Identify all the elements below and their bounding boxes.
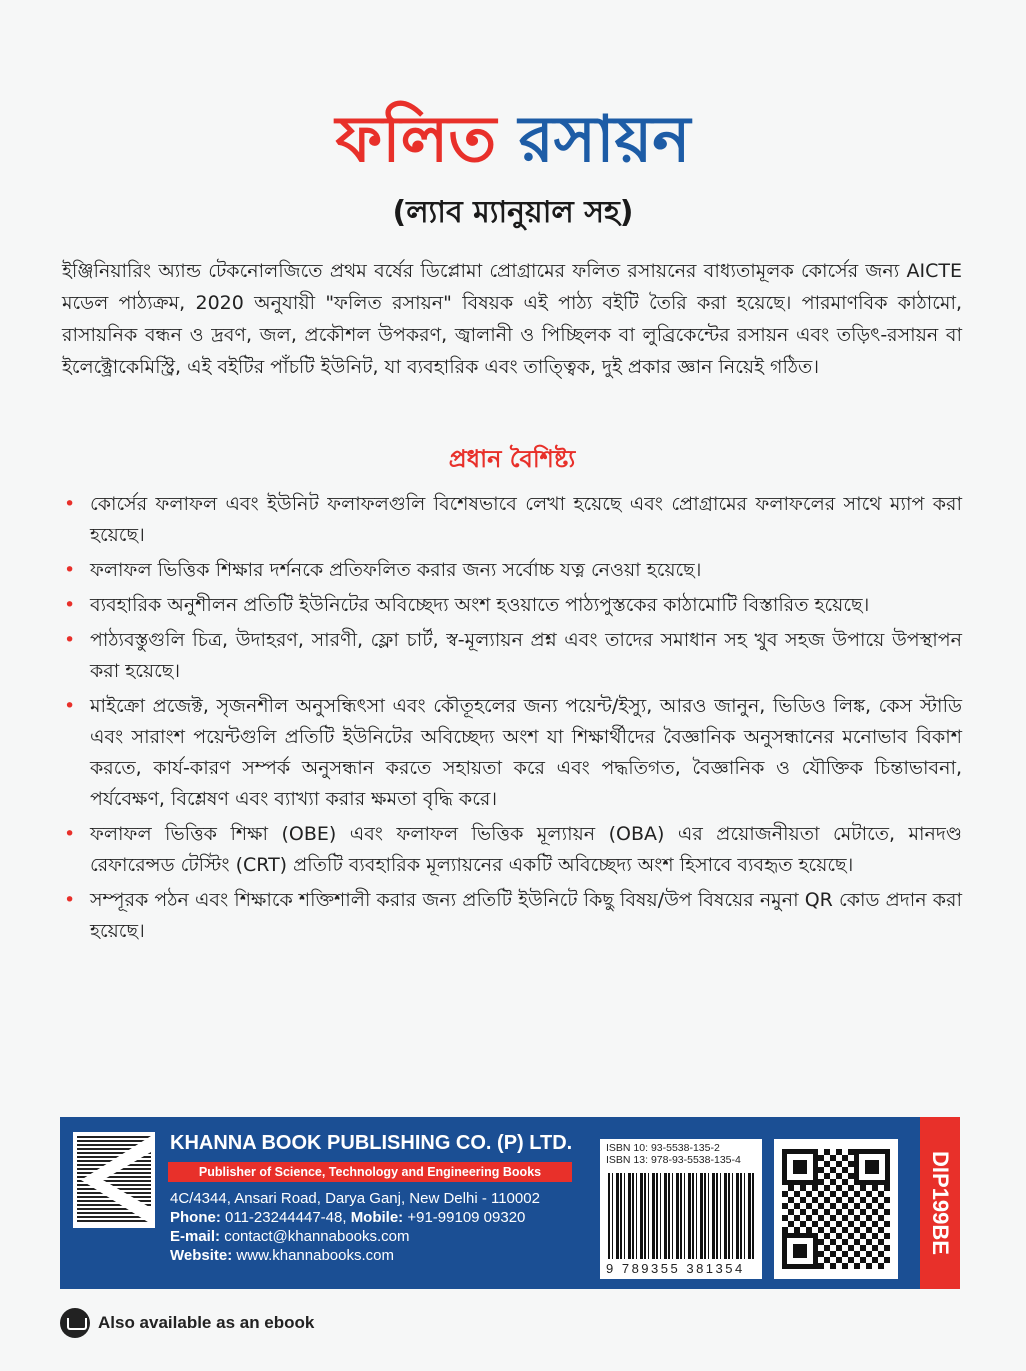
feature-item bbox=[62, 625, 962, 687]
barcode-number: 9 789355 381354 bbox=[606, 1261, 756, 1277]
feature-text: সম্পূরক পঠন এবং শিক্ষাকে শক্তিশালী করার জন্য প্রতিটি ইউনিটে কিছু বিষয়/উপ বিষয়ের নমুনা QR কোড প্রদান করা হয়েছে। bbox=[90, 889, 962, 942]
feature-item bbox=[62, 555, 962, 586]
features-list bbox=[62, 489, 962, 947]
feature-text: মাইক্রো প্রজেক্ট, সৃজনশীল অনুসন্ধিৎসা এবং কৌতূহলের জন্য পয়েন্ট/ইস্যু, আরও জানুন, ভিডিও লিঙ্ক, কেস স্টাডি এবং সারাংশ পয়েন্টগুলি প্রতিটি ইউনিটের অবিচ্ছেদ্য অংশ যা শিক্ষার্থীদের বৈজ্ঞানিক অনুসন্ধানের মনোভাব বিকাশ করতে, কার্য-কারণ সম্পর্ক অনুসন্ধান করতে সহায়তা করে এবং পদ্ধতিগত, বৈজ্ঞানিক ও যৌক্তিক চিন্তাভাবনা, পর্যবেক্ষণ, বিশ্লেষণ এবং ব্যাখ্যা করার ক্ষমতা বৃদ্ধি করে। bbox=[90, 695, 962, 810]
feature-item bbox=[62, 885, 962, 947]
ebook-text: Also available as an ebook bbox=[98, 1313, 315, 1332]
phone: 011-23244447-48, bbox=[225, 1209, 347, 1226]
ebook-icon bbox=[60, 1308, 90, 1338]
address: 4C/4344, Ansari Road, Darya Ganj, New Delhi - 110002 bbox=[170, 1190, 540, 1207]
bullet-icon: • bbox=[64, 629, 76, 651]
website-label: Website: bbox=[170, 1247, 233, 1264]
publisher-name: KHANNA BOOK PUBLISHING CO. (P) LTD. bbox=[170, 1132, 573, 1154]
bullet-icon: • bbox=[64, 823, 76, 845]
bullet-icon: • bbox=[64, 559, 76, 581]
feature-text: ব্যবহারিক অনুশীলন প্রতিটি ইউনিটের অবিচ্ছেদ্য অংশ হওয়াতে পাঠ্যপুস্তকের কাঠামোটি বিস্তারিত হয়েছে। bbox=[90, 594, 870, 616]
mobile-label: Mobile: bbox=[350, 1209, 404, 1226]
bullet-icon: • bbox=[64, 695, 76, 717]
title-part-2: রসায়ন bbox=[518, 103, 691, 177]
intro-paragraph: ইঞ্জিনিয়ারিং অ্যান্ড টেকনোলজিতে প্রথম বর্ষের ডিপ্লোমা প্রোগ্রামের ফলিত রসায়নের বাধ্যতামূলক কোর্সের জন্য AICTE মডেল পাঠ্যক্রম, 2020 অনুযায়ী "ফলিত রসায়ন" বিষয়ক এই পাঠ্য বইটি তৈরি করা হয়েছে। পারমাণবিক কাঠামো, রাসায়নিক বন্ধন ও দ্রবণ, জল, প্রকৌশল উপকরণ, জ্বালানী ও পিচ্ছিলক বা লুব্রিকেন্টের রসায়ন এবং তড়িৎ-রসায়ন বা ইলেক্ট্রোকেমিস্ট্রি, এই বইটির পাঁচটি ইউনিট, যা ব্যবহারিক এবং তাত্ত্বিক, দুই প্রকার জ্ঞান নিয়েই গঠিত। bbox=[62, 260, 962, 378]
feature-item bbox=[62, 590, 962, 621]
publisher-tagline: Publisher of Science, Technology and Engineering Books bbox=[168, 1162, 572, 1182]
email-label: E-mail: bbox=[170, 1228, 221, 1245]
feature-text: ফলাফল ভিত্তিক শিক্ষা (OBE) এবং ফলাফল ভিত্তিক মূল্যায়ন (OBA) এর প্রয়োজনীয়তা মেটাতে, মানদণ্ড রেফারেন্সড টেস্টিং (CRT) প্রতিটি ব্যবহারিক মূল্যায়নের একটি অবিচ্ছেদ্য অংশ হিসাবে ব্যবহৃত হয়েছে। bbox=[90, 823, 962, 876]
email[interactable]: contact@khannabooks.com bbox=[224, 1228, 410, 1245]
feature-item bbox=[62, 489, 962, 551]
bullet-icon: • bbox=[64, 594, 76, 616]
bullet-icon: • bbox=[64, 493, 76, 515]
publisher-panel bbox=[60, 1117, 960, 1289]
bullet-icon: • bbox=[64, 889, 76, 911]
book-title bbox=[0, 100, 1026, 180]
product-code-strip bbox=[920, 1117, 960, 1289]
feature-item bbox=[62, 819, 962, 881]
barcode-icon bbox=[608, 1173, 754, 1259]
feature-text: ফলাফল ভিত্তিক শিক্ষার দর্শনকে প্রতিফলিত করার জন্য সর্বোচ্চ যত্ন নেওয়া হয়েছে। bbox=[90, 559, 702, 581]
isbn-10: ISBN 10: 93-5538-135-2 bbox=[606, 1142, 720, 1154]
product-code: DIP199BE bbox=[928, 1151, 953, 1255]
publisher-contact bbox=[170, 1189, 590, 1265]
title-part-1: ফলিত bbox=[335, 103, 497, 177]
feature-text: পাঠ্যবস্তুগুলি চিত্র, উদাহরণ, সারণী, ফ্লো চার্ট, স্ব-মূল্যায়ন প্রশ্ন এবং তাদের সমাধান সহ খুব সহজ উপায়ে উপস্থাপন করা হয়েছে। bbox=[90, 629, 962, 682]
qr-code-icon bbox=[774, 1139, 898, 1279]
isbn-barcode bbox=[600, 1139, 762, 1279]
website[interactable]: www.khannabooks.com bbox=[236, 1247, 394, 1264]
features-heading: প্রধান বৈশিষ্ট্য bbox=[448, 445, 576, 473]
mobile: +91-99109 09320 bbox=[407, 1209, 526, 1226]
feature-text: কোর্সের ফলাফল এবং ইউনিট ফলাফলগুলি বিশেষভাবে লেখা হয়েছে এবং প্রোগ্রামের ফলাফলের সাথে ম্যাপ করা হয়েছে। bbox=[90, 493, 962, 546]
feature-item bbox=[62, 691, 962, 815]
body-content bbox=[62, 255, 962, 951]
phone-label: Phone: bbox=[170, 1209, 221, 1226]
ebook-note bbox=[60, 1308, 314, 1338]
book-subtitle: (ল্যাব ম্যানুয়াল সহ) bbox=[392, 195, 634, 230]
publisher-logo bbox=[73, 1132, 155, 1228]
isbn-13: ISBN 13: 978-93-5538-135-4 bbox=[606, 1154, 741, 1166]
